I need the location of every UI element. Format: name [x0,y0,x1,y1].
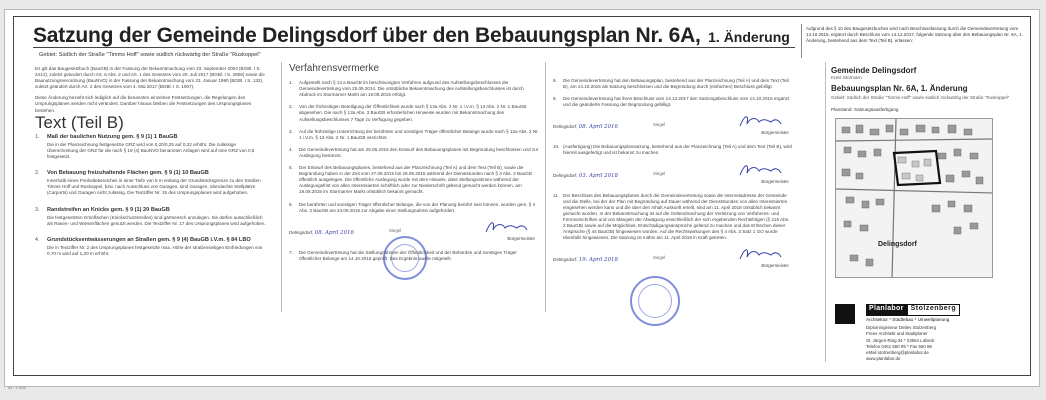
signature-place: Delingsdorf, [553,257,578,263]
mayor-signature [737,112,783,130]
item-text: Der Entwurf des Bebauungsplanes, bestehend aus der Planzeichnung (Teil A) und dem Text (Teil B), sowie die Begründung haben in der Zeit vom 27.08.2015 bis 28.09.2015 während der Dienststunden nach § 3 Abs. 2 BauGB öffentlich ausgelegen. Die öffentliche Auslegung wurde mit dem Hinweis, dass Stellungnahmen während der Auslegungsfrist von allen Interessierten schriftlich oder zur Niederschrift geltend gemacht werden können, am 19.08.2015 im Stormarner Markt ortsüblich bekannt gemacht. [299,165,532,195]
plan-area: Gebiet: Südlich der Straße "Timms Hoff" sowie südlich rückwärtig der Straße "Ruskoppel" [831,95,1010,100]
item-number: 2. [289,104,293,110]
procedure-item [289,202,539,214]
municipality-name: Gemeinde Delingsdorf [831,66,917,75]
item-number: 1. [289,80,293,86]
item-text: Von der frühzeitigen Beteiligung der Öffentlichkeit wurde nach § 13a Abs. 2 Nr. 1 i.V.m. § 13 Abs. 2 Nr. 1 BauGB abgesehen. Die nach § 13a Abs. 3 BauGB erforderlichen Hinweise wurden mit Bekanntmachung des Aufstellungsbeschlusses 7 Tage zu Verfügung gegeben. [299,104,527,122]
item-text: Der Beschluss des Bebauungsplanes durch die Gemeindevertretung sowie die Internetadresse der Gemeinde und die Stelle, bei der der Plan mit Begründung auf Dauer während der Dienststunden von allen Interessierten eingesehen werden kann und die über den Inhalt Auskunft erteilt, sind am 11. April 2018 ortsüblich bekannt gemacht worden. In der Bekanntmachung ist auf die Geltendmachung der Verletzung von Verfahrens- und Formvorschriften und von Mängeln der Abwägung einschließlich der sich ergebenden Rechtsfolgen (§ 215 Abs. 2 BauGB) sowie auf die Möglichkeit, Entschädigungsansprüche geltend zu machen und das Erlöschen dieser Ansprüche (§ 44 BauGB) hingewiesen worden. Auf die Rechtswirkungen des § 4 Abs. 3 Satz 1 GO wurde ebenfalls hingewiesen. Die Satzung ist mithin am 11. April 2018 in Kraft getreten. [563,192,790,241]
seal-label: Siegel [653,170,666,176]
regulation-item [35,237,267,257]
mayor-label: Bürgermeister [761,130,789,136]
area-description: Gebiet: Südlich der Straße "Timms Hoff" sowie südlich rückwärtig der Straße "Ruskoppel" [39,52,261,58]
contact-line: St. Jürgen-Ring 34 * 23564 Lübeck [866,337,935,343]
item-number: 3. [289,128,293,134]
item-text: Aufgestellt nach § 13 a BauGB im beschleunigten Verfahren aufgrund des Aufstellungsbeschlusses der Gemeindevertretung vom 25.06.2014. Die ortsübliche Bekanntmachung des Aufstellungsbeschlusses ist durch Abdruck im Stormarner Markt am 19.08.2015 erfolgt. [299,80,524,98]
signature-place: Delingsdorf, [553,172,578,178]
seal-label: Siegel [653,122,666,128]
procedure-item [289,165,539,195]
planner-name [866,304,960,316]
signature-block [553,114,793,138]
plan-status-value: Satzungsausfertigung [854,107,899,112]
item-text: Die Gemeindevertretung hat den Bebauungsplan, bestehend aus der Planzeichnung (Teil A) und dem Text (Teil B), am 14.10.2015 als Satzung beschlossen und die Begründung durch (einfachen) Beschluss gebilligt. [563,78,789,90]
procedure-item [553,78,793,90]
contact-line: www.planlabor.de [866,356,901,362]
item-number: 8. [553,78,557,83]
item-text: Die Gemeindevertretung hat die Stellungnahmen der Öffentlichkeit und der Behörden und sonstigen Träger öffentlicher Belange am 14.10.2015 geprüft. Das Ergebnis wurde mitgeteilt. [299,249,517,261]
planner-logo [835,304,1031,360]
procedure-notes-heading: Verfahrensvermerke [289,63,380,74]
item-text: Die in Textziffer Nr. 2 des Ursprungsplanes festgesetzte max. Höhe der straßenseitigen Einfriedungen von 0,70 m wird auf 1,20 m erhöht. [47,244,263,256]
item-number: 3. [35,206,40,213]
item-title: Maß der baulichen Nutzung gem. § 9 (1) 1 BauGB [47,133,178,140]
title-bar [33,24,795,48]
item-number: 2. [35,170,40,177]
official-seal-stamp [383,236,427,280]
mayor-label: Bürgermeister [507,235,535,241]
text-part-b-column [35,66,267,267]
item-text: Die Gemeindevertretung hat am 25.06.2015 den Entwurf des Bebauungsplanes mit Begründung beschlossen und zur Auslegung bestimmt. [299,146,539,158]
signature-date: 19. April 2018 [578,257,618,264]
map-drawing [836,119,993,278]
plan-sheet [4,9,1040,387]
item-number: 1. [35,133,40,140]
map-place-label: Delingsdorf [878,241,917,248]
text-part-b-heading: Text (Teil B) [35,112,124,132]
item-number: 10. [553,144,560,150]
column-divider [281,62,282,312]
mayor-signature [483,218,529,236]
page-title: Satzung der Gemeinde Delingsdorf über den Bebauungsplan Nr. 6A, [33,24,701,47]
district-name: Kreis Stormarn [831,75,862,80]
signature-block [553,247,793,271]
procedure-item [289,129,539,141]
signature-place-date [553,124,618,130]
mayor-label: Bürgermeister [761,178,789,184]
signature-place-date [553,257,618,263]
item-title: Randstreifen an Knicks gem. § 9 (1) 20 BauGB [47,206,170,213]
regulation-item [35,207,267,227]
item-number: 5. [289,165,293,171]
planner-contact [866,325,936,363]
procedure-item [289,80,539,98]
signature-place-date [289,230,354,236]
signature-date: 08. April 2016 [314,229,354,236]
procedure-item [553,96,793,108]
item-title: Grundstücksentwässerungen an Straßen gem. § 9 (4) BauGB i.V.m. § 84 LBO [47,236,251,243]
item-text: Innerhalb eines Freihaltebereiches in einer Tiefe von 5 m entlang der Grundstücksgrenze zu den Straßen Timms Hoff und Ruskoppel, bzw. nach Ausschluss von Garagen, sind Garagen, überdachte Stellplätze (Carports) und Garagen nicht zulässig. Die Textziffer Nr. 15 des Ursprungsplanes wird aufgehoben. [47,178,261,196]
amendment-label: 1. Änderung [708,29,790,45]
overview-map [835,118,993,278]
procedure-item [553,193,793,242]
signature-block [553,163,793,187]
regulation-item [35,170,267,196]
planner-name-b: Stolzenberg [907,304,961,316]
item-text: Die berührten und sonstigen Träger öffentlicher Belange, die von der Planung berührt sein können, wurden gem. § 4 Abs. 2 BauGB am 24.08.2015 zur Abgabe einer Stellungnahme aufgefordert. [299,201,536,213]
seal-label: Siegel [389,227,402,233]
item-number: 4. [289,146,293,152]
item-number: 11. [553,192,560,198]
mayor-label: Bürgermeister [761,263,789,269]
regulation-item [35,134,267,160]
procedure-item [289,104,539,122]
item-text: Die festgesetzten Grünflächen (Knickschutzstreifen) sind gärtnerisch anzulegen. Sie dürfen ausschließlich als Rasen- und Wiesenflächen genutzt werden. Die Textziffer Nr. 17 des Ursprungsplanes wird aufgehoben. [47,214,266,226]
plan-status-label: Planstand: [831,107,853,112]
column-divider [825,62,826,362]
item-number: 9. [553,96,557,102]
item-number: 4. [35,236,40,243]
item-text: Die in der Planzeichnung festgesetzte GRZ wird von 0,20/0,25 auf 0,32 erhöht. Die zulässige Überschreitung der GRZ für die nach § 19 (4) BauNVO benannten Anlagen wird auf eine GRZ von 0,5 festgesetzt. [47,141,255,160]
corner-note: A4 - 1:1000 [8,386,27,390]
signature-place: Delingsdorf, [289,229,314,235]
seal-label: Siegel [653,255,666,261]
column-divider [545,62,546,312]
procedure-item [553,144,793,156]
item-number: 6. [289,201,293,207]
signature-place-date [553,173,618,179]
mayor-signature [737,245,783,263]
planner-role: Architektur * Städtebau * Umweltplanung [866,317,950,322]
item-text: Die Gemeindevertretung hat ihren Beschluss vom 14.12.2017 den Satzungsbeschluss vom 14.10.2015 ergänzt und die geänderte Fassung der Begründung gebilligt. [563,96,790,108]
item-text: Auf die frühzeitige Unterrichtung der berührten und sonstigen Träger öffentlicher Belange wurde nach § 13a Abs. 2 Nr. 1 i.V.m. § 13 Abs. 2 Nr. 1 BauGB verzichtet. [299,128,539,140]
plan-name: Bebauungsplan Nr. 6A, 1. Änderung [831,84,968,93]
item-title: Von Bebauung freizuhaltende Flächen gem. § 9 (1) 10 BauGB [47,170,209,177]
legal-basis: Es gilt das Baugesetzbuch (BauGB) in der Fassung der Bekanntmachung vom 23. September 2004 (BGBl. I S. 2414), zuletzt geändert durch Art. 6 Abs. 2 und Art. 1 des Gesetzes vom 20. Juli 2017 (BGBl. I S. 2808) sowie die Baunutzungsverordnung (BauNVO) in der Fassung der Bekanntmachung vom 23. Januar 1990 (BGBl. I S. 132), zuletzt geändert durch Art. 2 des Gesetzes vom 4. Mai 2017 (BGBl. I S. 1057). [35,66,265,90]
item-number: 7. [289,249,293,255]
plan-status [831,107,1029,112]
signature-place: Delingsdorf, [553,124,578,130]
title-block [831,66,1029,112]
signature-date: 03. April 2018 [578,172,618,179]
preamble: Aufgrund des § 10 des Baugesetzbuches wird nach Beschlussfassung durch die Gemeindevertretung vom 14.10.2015, ergänzt durch Beschluss vom 14.12.2017, folgende Satzung über den Bebauungsplan Nr. 6A, 1. Änderung, bestehend aus dem Text (Teil B), erlassen: [801,24,1029,58]
contact-line: Telefon 0451 550 95 * Fax 550 96 [866,343,932,349]
logo-mark-icon [835,304,855,324]
procedure-item [289,147,539,159]
item-text: (Ausfertigung) Die Bebauungsplansatzung, bestehend aus der Planzeichnung (Teil A) und dem Text (Teil B), wird hiermit ausgefertigt und ist bekannt zu machen. [563,144,792,156]
procedure-notes-continued [553,78,793,277]
contact-line: Diplomingenieur Detlev Stolzenberg [866,325,937,330]
change-note: Diese Änderung bezieht sich lediglich auf die benannten einzelnen Festsetzungen, die Regelungen des Ursprungsplanes werden nicht verändert. Darüber hinaus bleiben die Festsetzungen des Ursprungsplanes bestehen. [35,95,252,113]
mayor-signature [737,161,783,179]
signature-date: 08. April 2016 [578,124,618,131]
contact-line: Freier Architekt und Stadtplaner [866,331,928,337]
planner-name-a: Planlabor [866,304,907,316]
official-seal-stamp [630,276,680,326]
contact-line: eMail stolzenberg@planlabor.de [866,350,929,356]
